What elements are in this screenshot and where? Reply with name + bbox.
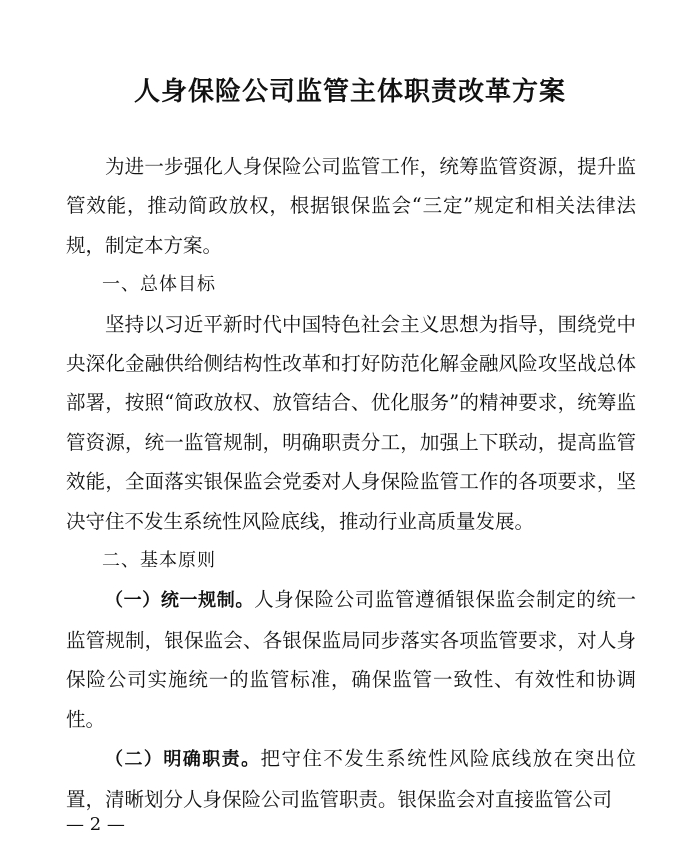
principle-unified-regulation-lead: （一）统一规制。	[105, 590, 255, 612]
document-body	[66, 147, 636, 819]
section-heading-basic-principles: 二、基本原则	[102, 550, 216, 572]
principle-clear-responsibilities-text: 把守住不发生系统性风险底线放在突出位置，清晰划分人身保险公司监管职责。银保监会对直接监管公司	[66, 747, 636, 811]
principle-clear-responsibilities-lead: （二）明确职责。	[105, 749, 261, 771]
page-number: — 2 —	[66, 814, 125, 835]
section-heading-overall-goals: 一、总体目标	[102, 274, 216, 296]
principle-unified-regulation-text: 人身保险公司监管遵循银保监会制定的统一监管规制，银保监会、各银保监局同步落实各项监管要求，对人身保险公司实施统一的监管标准，确保监管一致性、有效性和协调性。	[66, 588, 636, 731]
intro-paragraph: 为进一步强化人身保险公司监管工作，统筹监管资源，提升监管效能，推动简政放权，根据银保监会“三定”规定和相关法律法规，制定本方案。	[66, 155, 636, 257]
principle-clear-responsibilities	[66, 739, 636, 819]
overall-goals-paragraph: 坚持以习近平新时代中国特色社会主义思想为指导，围绕党中央深化金融供给侧结构性改革和打好防范化解金融风险攻坚战总体部署，按照“简政放权、放管结合、优化服务”的精神要求，统筹监管资源，统一监管规制，明确职责分工，加强上下联动，提高监管效能，全面落实银保监会党委对人身保险监管工作的各项要求，坚决守住不发生系统性风险底线，推动行业高质量发展。	[66, 312, 636, 533]
principle-unified-regulation	[66, 580, 636, 739]
document-title: 人身保险公司监管主体职责改革方案	[133, 77, 566, 107]
